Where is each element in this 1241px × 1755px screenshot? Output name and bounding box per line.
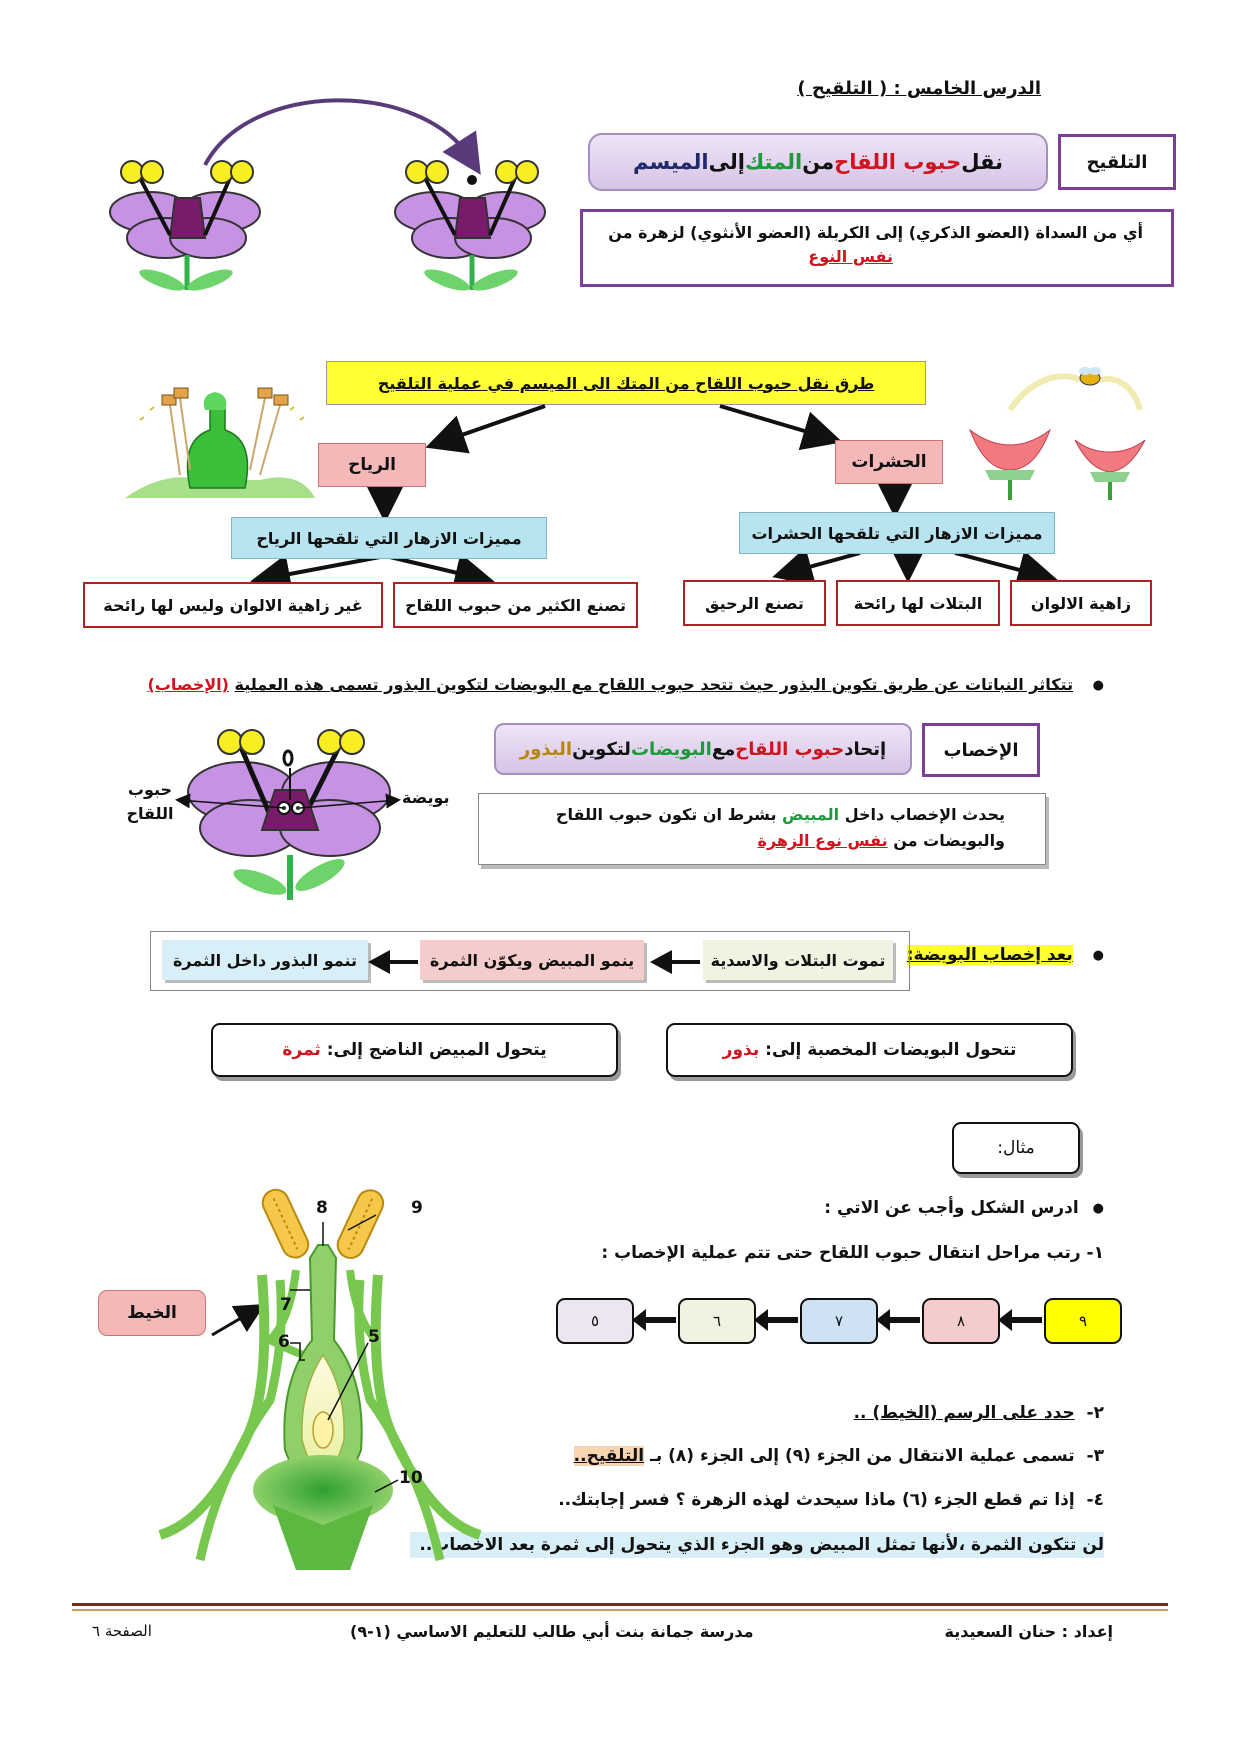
footer-school: مدرسة جمانة بنت أبي طالب للتعليم الاساسي (١-٩) xyxy=(350,1622,754,1641)
filament-label-box xyxy=(98,1290,206,1336)
insects-box xyxy=(835,440,943,484)
def-stigma: الميسم xyxy=(633,150,709,174)
ovary-to-text: يتحول المبيض الناضج إلى: xyxy=(326,1040,547,1060)
label-ovule: بويضة xyxy=(402,788,450,807)
note-ovary: المبيض xyxy=(782,805,840,824)
note-3: والبويضات من xyxy=(887,831,1005,850)
after-step-3-text: تنمو البذور داخل الثمرة xyxy=(172,950,358,970)
example-instruction: ● ادرس الشكل وأجب عن الاتي : xyxy=(824,1198,1104,1218)
fdef-2: مع xyxy=(711,738,736,760)
def-pollen: حبوب اللقاح xyxy=(834,150,962,174)
sequence-box: ٨ xyxy=(922,1298,1000,1344)
diagram-number-6: 6 xyxy=(278,1332,290,1352)
sequence-box: ٥ xyxy=(556,1298,634,1344)
q4 xyxy=(558,1490,1104,1510)
wind-feature-1 xyxy=(393,582,638,628)
ovary-to-fruit-box xyxy=(211,1023,618,1077)
footer-page: الصفحة ٦ xyxy=(92,1622,152,1640)
after-title xyxy=(907,945,1104,965)
def-text-1: نقل xyxy=(961,150,1003,174)
methods-title xyxy=(326,361,926,405)
after-title-text: بعد إخصاب البويضة: xyxy=(906,945,1073,965)
sequence-box: ٩ xyxy=(1044,1298,1122,1344)
footer-rule xyxy=(72,1603,1168,1611)
wind-box xyxy=(318,443,426,487)
wind-features-title-box xyxy=(231,517,547,559)
after-step-2 xyxy=(420,940,644,980)
fertilization-definition-box xyxy=(494,723,912,775)
diagram-number-5: 5 xyxy=(368,1327,380,1347)
def-text-2: من xyxy=(802,150,835,174)
q3-num: ٣- xyxy=(1086,1446,1104,1466)
diagram-number-10: 10 xyxy=(399,1468,423,1488)
q3-text: تسمى عملية الانتقال من الجزء (٩) إلى الجزء (٨) بـ xyxy=(650,1446,1075,1466)
explanation-line2: نفس النوع xyxy=(808,247,893,266)
insect-feature-1 xyxy=(1010,580,1152,626)
fertilization-term-box xyxy=(922,723,1040,777)
footer-author: إعداد : حنان السعيدية xyxy=(944,1622,1113,1641)
label-pollen xyxy=(124,778,176,826)
wind-feature-1-text: تصنع الكثير من حبوب اللقاح xyxy=(405,595,626,615)
def-text-3: إلى xyxy=(708,150,745,174)
def-anther: المتك xyxy=(744,150,803,174)
fdef-pollen: حبوب اللقاح xyxy=(735,738,845,760)
wind-feature-2 xyxy=(83,582,383,628)
after-step-3 xyxy=(162,940,368,980)
q1: ١- رتب مراحل انتقال حبوب اللقاح حتى تتم عملية الإخصاب : xyxy=(601,1243,1104,1263)
q3-answer: التلقيح.. xyxy=(573,1446,645,1466)
answer-4-text: لن تتكون الثمرة ،لأنها تمثل المبيض وهو الجزء الذي يتحول إلى ثمرة بعد الاخصاب.. xyxy=(419,1535,1104,1555)
insect-feature-3 xyxy=(683,580,826,626)
wind-label: الرياح xyxy=(348,455,396,475)
example-label: مثال: xyxy=(997,1138,1035,1158)
label-pollen-2: اللقاح xyxy=(126,804,174,823)
fdef-ovules: البويضات xyxy=(630,738,712,760)
after-step-1-text: تموت البتلات والاسدية xyxy=(710,950,886,970)
q4-num: ٤- xyxy=(1086,1490,1104,1510)
example-label-box xyxy=(952,1122,1080,1174)
sequence-box: ٧ xyxy=(800,1298,878,1344)
fertilization-intro-text: تتكاثر النباتات عن طريق تكوين البذور حيث تتحد حبوب اللقاح مع البويضات لتكوين البذور تسمى هذه العملية xyxy=(234,675,1074,694)
after-step-2-text: ينمو المبيض ويكوّن الثمرة xyxy=(429,950,635,970)
diagram-number-8: 8 xyxy=(316,1198,328,1218)
diagram-number-9: 9 xyxy=(411,1198,423,1218)
sequence-box: ٦ xyxy=(678,1298,756,1344)
explanation-line1: أي من السداة (العضو الذكري) إلى الكربلة (العضو الأنثوي) لزهرة من xyxy=(608,223,1143,242)
wind-feature-2-text: غير زاهية الالوان وليس لها رائحة xyxy=(103,595,363,615)
insect-features-title: مميزات الازهار التي تلقحها الحشرات xyxy=(751,523,1043,543)
pollination-term-box xyxy=(1058,134,1176,190)
fertilization-intro xyxy=(104,672,1104,699)
note-2: بشرط ان تكون حبوب اللقاح xyxy=(555,805,783,824)
fdef-seeds: البذور xyxy=(519,738,573,760)
fertilization-term: الإخصاب xyxy=(943,739,1019,761)
note-1: يحدث الإخصاب داخل xyxy=(839,805,1005,824)
q3 xyxy=(574,1446,1104,1466)
insect-feature-3-text: تصنع الرحيق xyxy=(705,593,804,613)
flower-cross-section-diagram xyxy=(0,0,1,1)
diagram-number-7: 7 xyxy=(280,1295,292,1315)
ovules-result: بذور xyxy=(722,1040,760,1060)
insects-label: الحشرات xyxy=(851,452,927,472)
wind-features-title: مميزات الازهار التي تلقحها الرياح xyxy=(256,528,522,548)
label-pollen-1: حبوب xyxy=(127,780,173,799)
note-same-species: نفس نوع الزهرة xyxy=(757,831,888,850)
fertilization-intro-term: (الإخصاب) xyxy=(147,675,229,694)
filament-label: الخيط xyxy=(127,1303,177,1323)
q2-text: حدد على الرسم (الخيط) .. xyxy=(853,1403,1075,1423)
q2 xyxy=(854,1403,1104,1423)
methods-title-text: طرق نقل حبوب اللقاح من المتك الى الميسم في عملية التلقيح xyxy=(377,373,875,393)
answer-4 xyxy=(410,1532,1104,1558)
ovary-result: ثمرة xyxy=(282,1040,321,1060)
q4-text: إذا تم قطع الجزء (٦) ماذا سيحدث لهذه الزهرة ؟ فسر إجابتك.. xyxy=(558,1490,1075,1510)
after-step-1 xyxy=(703,940,893,980)
insect-features-title-box xyxy=(739,512,1055,554)
lesson-title: الدرس الخامس : ( التلقيح ) xyxy=(797,78,1041,99)
pollination-definition-box xyxy=(588,133,1048,191)
insect-feature-2 xyxy=(836,580,1000,626)
ovules-to-text: تتحول البويضات المخصبة إلى: xyxy=(765,1040,1017,1060)
pollination-term: التلقيح xyxy=(1086,151,1148,173)
q2-num: ٢- xyxy=(1086,1403,1104,1423)
fdef-1: إتحاد xyxy=(844,738,887,760)
fertilization-note-box xyxy=(478,793,1046,865)
pollination-explanation-box xyxy=(580,209,1174,287)
insect-feature-1-text: زاهية الالوان xyxy=(1030,593,1132,613)
fdef-3: لتكوين xyxy=(572,738,631,760)
insect-feature-2-text: البتلات لها رائحة xyxy=(853,593,983,613)
ovules-to-seeds-box xyxy=(666,1023,1073,1077)
